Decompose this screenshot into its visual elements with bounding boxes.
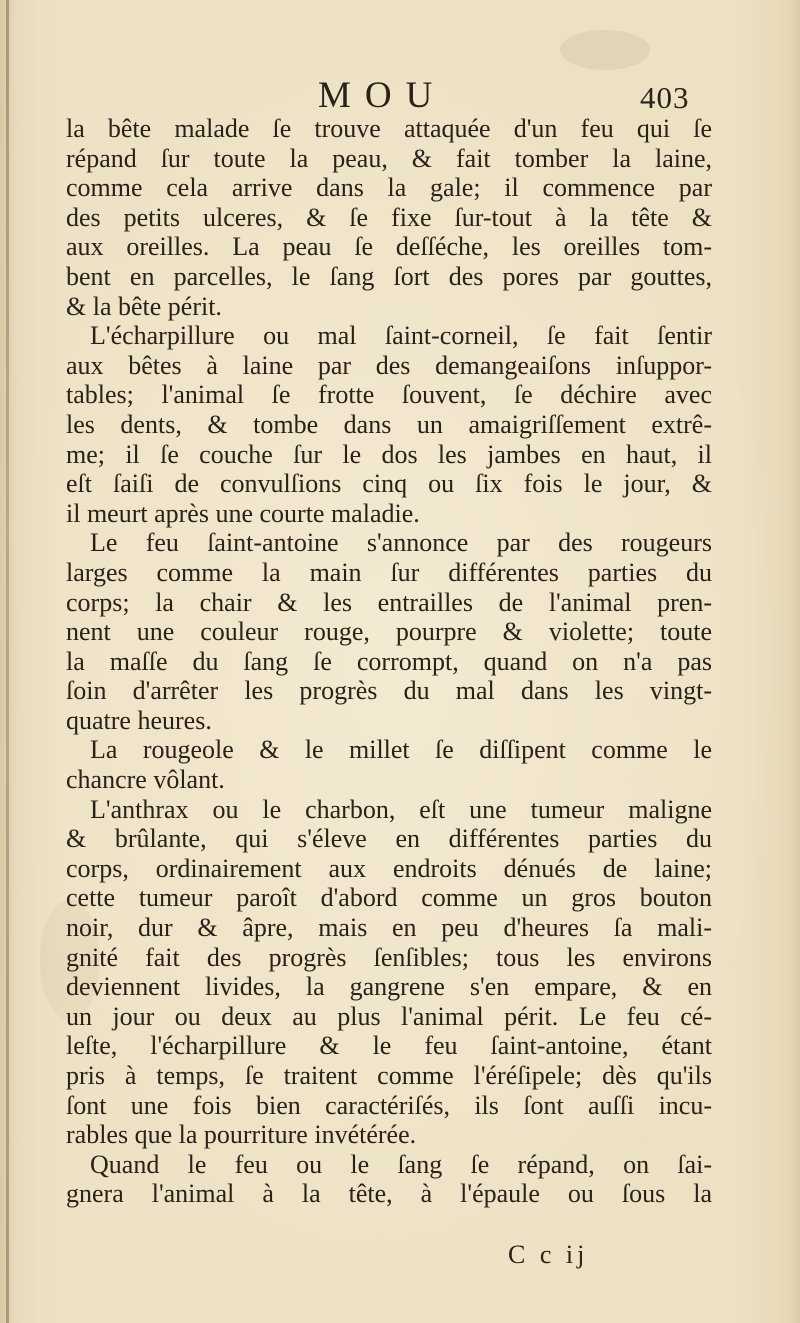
text-line: La rougeole & le millet ſe diſſipent comme le (90, 735, 712, 765)
text-line: aux bêtes à laine par des demangeaiſons inſuppor- (66, 350, 712, 380)
text-line: rables que la pourriture invétérée. (66, 1120, 417, 1150)
text-line: des petits ulceres, & ſe fixe ſur-tout à la tête & (66, 202, 712, 232)
text-line: gnité fait des progrès ſenſibles; tous les environs (66, 942, 712, 972)
text-line: nent une couleur rouge, pourpre & violette; toute (66, 617, 712, 647)
text-line: corps; la chair & les entrailles de l'animal pren- (66, 587, 712, 617)
body-text (66, 114, 712, 1209)
text-line: les dents, & tombe dans un amaigriſſement extrê- (66, 409, 712, 439)
text-line: cette tumeur paroît d'abord comme un gros bouton (66, 883, 712, 913)
text-line: la bête malade ſe trouve attaquée d'un feu qui ſe (66, 114, 712, 143)
text-line: chancre vôlant. (66, 765, 225, 795)
text-line: la maſſe du ſang ſe corrompt, quand on n'a pas (66, 646, 712, 676)
paper-stain (560, 30, 650, 70)
text-line: deviennent livides, la gangrene s'en empare, & en (66, 972, 712, 1002)
text-line: pris à temps, ſe traitent comme l'éréſipele; dès qu'ils (66, 1061, 712, 1090)
text-line: L'écharpillure ou mal ſaint-corneil, ſe fait ſentir (90, 321, 712, 351)
text-line: larges comme la main ſur différentes parties du (66, 557, 712, 587)
running-head (0, 74, 800, 118)
signature-mark: C c ij (508, 1240, 589, 1269)
text-line: gnera l'animal à la tête, à l'épaule ou ſous la (66, 1179, 712, 1209)
text-line: & brûlante, qui s'éleve en différentes parties du (66, 824, 712, 854)
text-line: noir, dur & âpre, mais en peu d'heures ſa mali- (66, 913, 712, 943)
page-title: MOU (318, 75, 447, 116)
text-line: ſoin d'arrêter les progrès du mal dans les vingt- (66, 676, 712, 706)
text-line: comme cela arrive dans la gale; il commence par (66, 173, 712, 203)
text-line: corps, ordinairement aux endroits dénués de laine; (66, 853, 712, 883)
text-line: & la bête périt. (66, 291, 222, 321)
text-line: leſte, l'écharpillure & le feu ſaint-antoine, étant (66, 1031, 712, 1061)
binding-edge (6, 0, 9, 1323)
text-line: un jour ou deux au plus l'animal périt. Le feu cé- (66, 1001, 712, 1031)
text-line: Quand le feu ou le ſang ſe répand, on ſai- (90, 1149, 712, 1179)
text-line: répand ſur toute la peau, & fait tomber la laine, (66, 143, 712, 173)
text-line: aux oreilles. La peau ſe deſſéche, les oreilles tom- (66, 232, 712, 262)
page-number: 403 (640, 80, 690, 115)
text-line: eſt ſaiſi de convulſions cinq ou ſix fois le jour, & (66, 469, 712, 499)
text-line: quatre heures. (66, 705, 212, 735)
text-line: bent en parcelles, le ſang ſort des pores par gouttes, (66, 261, 712, 291)
text-line: me; il ſe couche ſur le dos les jambes en haut, il (66, 439, 712, 469)
text-line: il meurt après une courte maladie. (66, 498, 420, 528)
text-line: tables; l'animal ſe frotte ſouvent, ſe déchire avec (66, 380, 712, 410)
text-line: Le feu ſaint-antoine s'annonce par des rougeurs (90, 528, 712, 558)
text-line: ſont une fois bien caractériſés, ils ſont auſſi incu- (66, 1090, 712, 1120)
text-line: L'anthrax ou le charbon, eſt une tumeur maligne (90, 794, 712, 824)
